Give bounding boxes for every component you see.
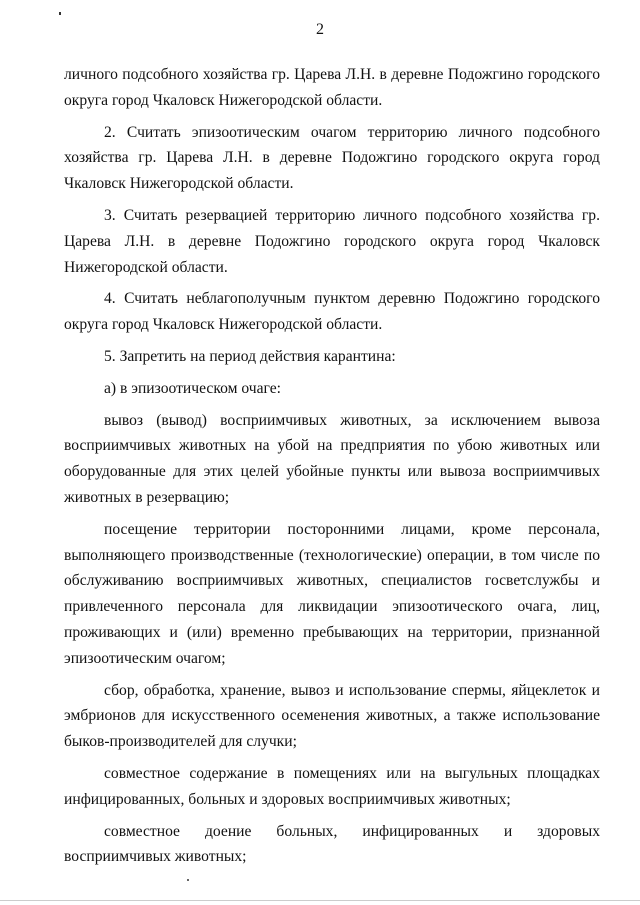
paragraph-export-ban: вывоз (вывод) восприимчивых животных, за исключением вывоза восприимчивых животных на убой на предприятия по убою животных или оборудованные для этих целей убойные пункты или вывоза восприимчивых животных в резервацию; [64,411,600,506]
scan-speck [187,879,189,881]
scan-bottom-edge [0,900,640,901]
paragraph-item-2: 2. Считать эпизоотическим очагом территорию личного подсобного хозяйства гр. Царева Л.Н. в деревне Подожгино городского округа город Чкаловск Нижегородской области. [64,123,600,193]
paragraph-continuation: личного подсобного хозяйства гр. Царева Л.Н. в деревне Подожгино городского округа город Чкаловск Нижегородской области. [64,66,600,109]
document-body [64,62,600,870]
paragraph-joint-keeping-ban: совместное содержание в помещениях или на выгульных площадках инфицированных, больных и здоровых восприимчивых животных; [64,764,600,808]
paragraph-item-5: 5. Запретить на период действия карантина: [104,347,396,365]
paragraph-semen-ban: сбор, обработка, хранение, вывоз и использование спермы, яйцеклеток и эмбрионов для искусственного осеменения животных, а также использование быков-производителей для случки; [64,681,600,751]
page-number: 2 [316,21,324,38]
paragraph-item-3: 3. Считать резервацией территорию личного подсобного хозяйства гр. Царева Л.Н. в деревне Подожгино городского округа город Чкаловск Нижегородской области. [64,206,600,276]
paragraph-item-4: 4. Считать неблагополучным пунктом деревню Подожгино городского округа город Чкаловск Нижегородской области. [64,290,600,334]
scan-speck [59,12,61,15]
paragraph-subitem-a: а) в эпизоотическом очаге: [104,379,281,397]
paragraph-visit-ban: посещение территории посторонними лицами, кроме персонала, выполняющего производственные (технологические) операции, в том числе по обслуживанию восприимчивых животных, специалистов госветслужбы и привлеченного персонала для ликвидации эпизоотического очага, лиц, проживающих и (или) временно пребывающих на территории, признанной эпизоотическим очагом; [64,520,600,667]
paragraph-joint-milking-ban: совместное доение больных, инфицированных и здоровых восприимчивых животных; [64,822,600,866]
